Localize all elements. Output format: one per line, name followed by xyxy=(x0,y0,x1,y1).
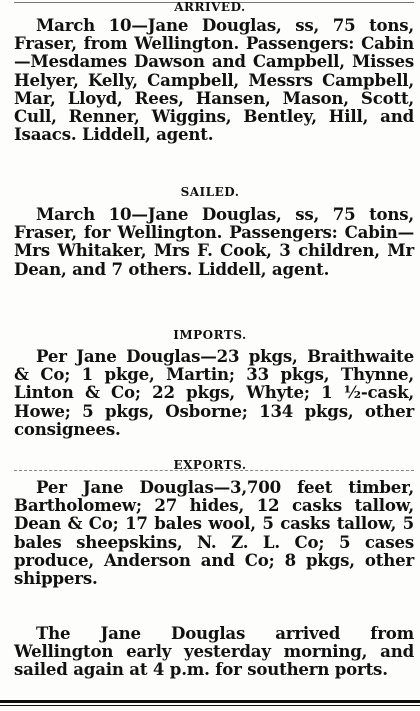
heading-exports: EXPORTS. xyxy=(173,458,247,472)
paragraph-exports: Per Jane Douglas—3,700 feet timber, Bartholomew; 27 hides, 12 casks tallow, Dean & Co; 17 bales wool, 5 casks tallow, 5 bales sheepskins, N. Z. L. Co; 5 cases produce, Anderson and Co; 8 pkgs, other shippers. xyxy=(14,477,414,589)
heading-arrived: ARRIVED. xyxy=(174,0,246,14)
heading-sailed: SAILED. xyxy=(180,185,240,199)
paragraph-closing: The Jane Douglas arrived from Wellington early yesterday morning, and sailed again at 4 p.m. for southern ports. xyxy=(14,623,414,680)
bottom-rule xyxy=(0,700,420,706)
paragraph-imports: Per Jane Douglas—23 pkgs, Braithwaite & Co; 1 pkge, Martin; 33 pkgs, Thynne, Linton & Co; 22 pkgs, Whyte; 1 ½-cask, Howe; 5 pkgs, Osborne; 134 pkgs, other consignees. xyxy=(14,346,414,439)
paragraph-sailed: March 10—Jane Douglas, ss, 75 tons, Fraser, for Wellington. Passengers: Cabin—Mrs Whitaker, Mrs F. Cook, 3 children, Mr Dean, and 7 others. Liddell, agent. xyxy=(14,204,414,279)
heading-imports: IMPORTS. xyxy=(173,328,247,342)
paragraph-arrived: March 10—Jane Douglas, ss, 75 tons, Fraser, from Wellington. Passengers: Cabin—Mesdames Dawson and Campbell, Misses Helyer, Kelly, Campbell, Messrs Campbell, Mar, Lloyd, Rees, Hansen, Mason, Scott, Cull, Renner, Wiggins, Bentley, Hill, and Isaacs. Liddell, agent. xyxy=(14,15,414,145)
